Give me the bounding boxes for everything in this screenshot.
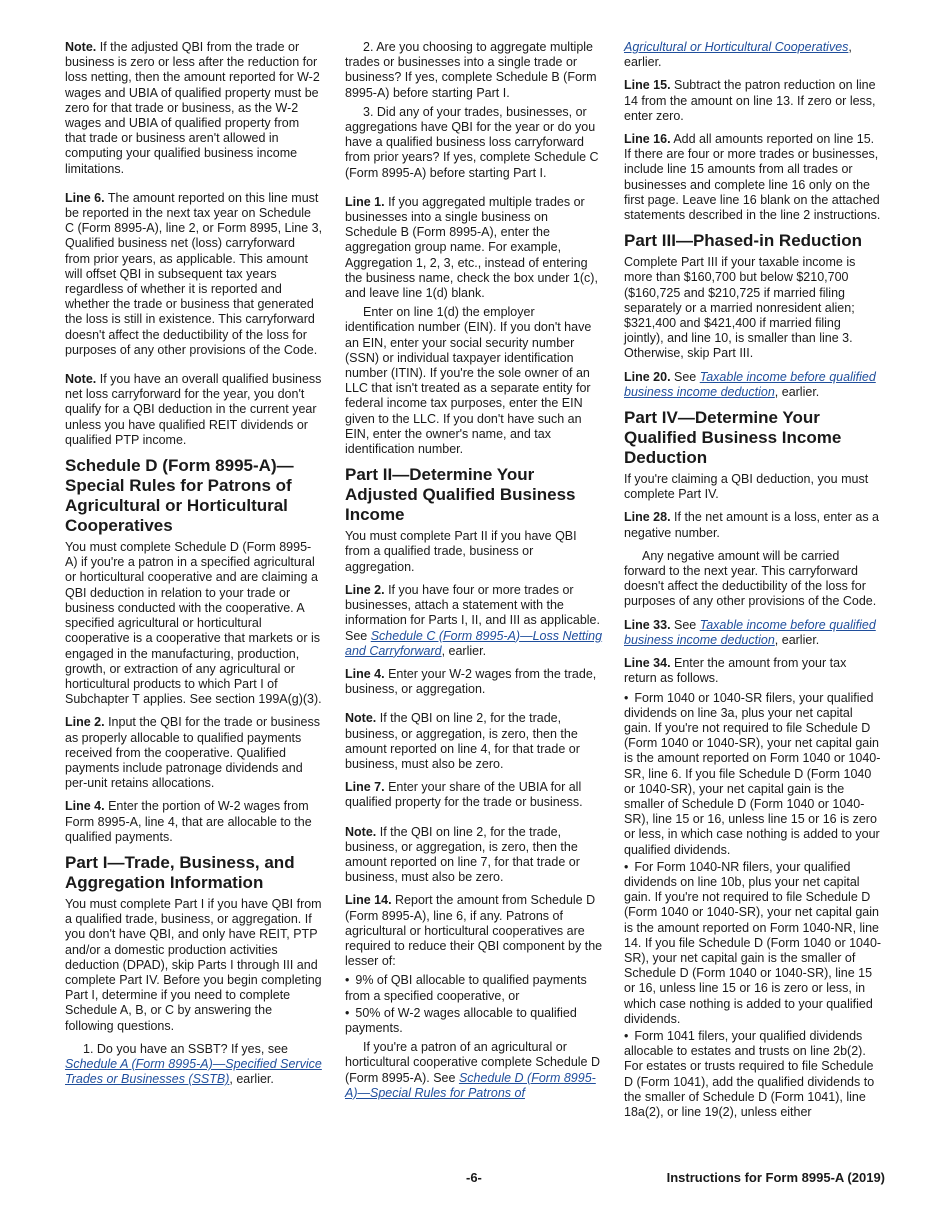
schedule-d-link[interactable]: Schedule D (Form 8995-A)—Special Rules for Patrons of — [345, 1070, 596, 1100]
part-3-text: Complete Part III if your taxable income is more than $160,700 but below $210,700 ($160,725 and $210,725 if married filing separately or a married nonresident alien; $321,400 and $421,400 if married filing jointly), and line 10, is smaller than line 3. Otherwise, skip Part III. — [624, 255, 856, 361]
ein-instructions: Enter on line 1(d) the employer identification number (EIN). If you don't have an EIN, enter your social security number (SSN) or individual taxpayer identification number (ITIN). If you're the sole owner of an LLC that isn't treated as a separate entity for federal income tax purposes, enter the EIN given to the LLC. If you don't have such an EIN, enter the owner's name, and tax identification number. — [345, 305, 592, 457]
part-2-text: You must complete Part II if you have QBI from a qualified trade, business or aggregation. — [345, 529, 577, 574]
note-net-loss-carryforward: Note. If you have an overall qualified business net loss carryforward for the year, you don't qualify for a QBI deduction in the current year unless you have qualified REIT dividends or qualified PTP income. — [65, 372, 322, 447]
form-title-footer: Instructions for Form 8995-A (2019) — [666, 1170, 885, 1185]
part-1-heading: Part I—Trade, Business, and Aggregation Information — [65, 852, 295, 892]
question-3: 3. Did any of your trades, businesses, or aggregations have QBI for the year or do you have a qualified business loss carryforward from prior years? If yes, complete Schedule C (Form 8995-A) before starting Part I. — [345, 104, 599, 180]
question-1: 1. Do you have an SSBT? If yes, see Schedule A (Form 8995-A)—Specified Service Trades or Businesses (SSTB), earlier. — [65, 1041, 322, 1087]
schedule-a-link[interactable]: Schedule A (Form 8995-A)—Specified Service Trades or Businesses (SSTB) — [65, 1056, 322, 1087]
column-2 — [345, 40, 603, 1109]
line-20-instructions: Line 20. See Taxable income before qualified business income deduction, earlier. — [624, 369, 876, 399]
part-2-line-7: Line 7. Enter your share of the UBIA for all qualified property for the trade or business. — [345, 780, 583, 810]
schedule-d-text: You must complete Schedule D (Form 8995-A) if you're a patron in a specified agricultural or horticultural cooperative and are claiming a QBI deduction in relation to your trade or business conducted with the cooperative. A specified agricultural or horticultural cooperative is a cooperative that markets or is engaged in the manufacturing, production, growth, or extraction of any agricultural or horticultural products to which Part I of Subchapter T applies. See section 199A(g)(3). — [65, 540, 322, 707]
line-16-instructions: Line 16. Add all amounts reported on line 15. If there are four or more trades or businesses, include line 15 amounts from all trades or businesses and complete line 16 only on the first page. Leave line 16 blank on the attached statements described in the line 2 instructions. — [624, 132, 881, 223]
sched-d-line-2: Line 2. Input the QBI for the trade or business as properly allocable to qualified payments received from the cooperative. Qualified payments include patronage dividends and per-unit retains allocations. — [65, 715, 320, 791]
column-1 — [65, 40, 323, 1091]
bullet-50-percent: • 50% of W-2 wages allocable to qualified payments. — [345, 1006, 603, 1036]
question-2: 2. Are you choosing to aggregate multiple trades or businesses into a single trade or business? If yes, complete Schedule B (Form 8995-A) before starting Part I. — [345, 40, 597, 100]
bullet-form-1040: • Form 1040 or 1040-SR filers, your qualified dividends on line 3a, plus your net capital gain. If you're not required to file Schedule D (Form 1040 or 1040-SR), your net capital gain is the amount reported on Form 1040 or 1040-SR, line 6. If you file Schedule D (Form 1040 or 1040-SR), your net capital gain is the smaller of Schedule D (Form 1040 or 1040-SR), line 15 or 16, unless line 15 or 16 is zero or less, in which case nothing is added to your qualified dividends. — [624, 691, 882, 858]
note-line-4-zero: Note. If the QBI on line 2, for the trade, business, or aggregation, is zero, then the amount reported on line 4, for that trade or business, must also be zero. — [345, 711, 580, 771]
part-2-heading: Part II—Determine Your Adjusted Qualified Business Income — [345, 465, 576, 525]
line-28-instructions: Line 28. If the net amount is a loss, enter as a negative number. — [624, 510, 879, 540]
page-number: -6- — [466, 1170, 482, 1185]
schedule-d-link-cont[interactable]: Agricultural or Horticultural Cooperatives — [624, 40, 849, 54]
part-2-line-4: Line 4. Enter your W-2 wages from the trade, business, or aggregation. — [345, 666, 597, 697]
sched-d-line-4: Line 4. Enter the portion of W-2 wages from Form 8995-A, line 4, that are allocable to the qualified payments. — [65, 799, 312, 844]
bullet-9-percent: • 9% of QBI allocable to qualified payments from a specified cooperative, or — [345, 973, 603, 1003]
note-line-7-zero: Note. If the QBI on line 2, for the trade, business, or aggregation, is zero, then the amount reported on line 7, for that trade or business, must also be zero. — [345, 824, 580, 885]
schedule-c-link[interactable]: Schedule C (Form 8995-A)—Loss Netting and Carryforward — [345, 628, 603, 658]
line-33-instructions: Line 33. See Taxable income before qualified business income deduction, earlier. — [624, 617, 876, 647]
bullet-form-1041: • Form 1041 filers, your qualified dividends allocable to estates and trusts on line 2b(2). For estates or trusts required to file Schedule D (Form 1041), add the qualified dividends to the smaller of Schedule D (Form 1041), line 18a(2), or line 19(2), unless either — [624, 1029, 882, 1120]
bullet-form-1040-nr: • For Form 1040-NR filers, your qualified dividends on line 10b, plus your net capital gain. If you're not required to file Schedule D (Form 1040 or 1040-SR), your net capital gain is the amount reported on Form 1040-NR, line 14. If you file Schedule D (Form 1040 or 1040-SR), your net capital gain is the smaller of Schedule D (Form 1040 or 1040-SR), line 15 or 16, unless line 15 or 16 is zero or less, in which case nothing is added to your qualified dividends. — [624, 860, 882, 1027]
note-loss-netting: Note. If the adjusted QBI from the trade or business is zero or less after the reduction for loss netting, then the amount reported for W-2 wages and UBIA of qualified property must be zero for that trade or business, as the W-2 wages and UBIA of qualified property from that trade or business aren't allowed in computing your qualified business income limitations. — [65, 40, 320, 176]
line-6-instructions: Line 6. The amount reported on this line must be reported in the next tax year on Schedule C (Form 8995-A), line 2, or Form 8995, Line 3, Qualified business net (loss) carryforward from prior years, as applicable. This amount will offset QBI in subsequent tax years regardless of whether it is reported and whether the trade or business that generated the loss is still in existence. This carryforward doesn't affect the deductibility of the loss for purposes of any other provisions of the Code. — [65, 190, 323, 357]
part-1-text: You must complete Part I if you have QBI from a qualified trade, business, or aggregation. If you don't have QBI, and only have REIT, PTP and/or a domestic production activities deduction (DPAD), skip Parts I through III and complete Part IV. Before you begin completing Part I, determine if you need to complete Schedule A, B, or C by answering the following questions. — [65, 896, 322, 1033]
line-1-instructions: Line 1. If you aggregated multiple trades or businesses into a single business on Schedule B (Form 8995-A), enter the aggregation group name. For example, Aggregation 1, 2, 3, etc., instead of entering the business name, check the box under 1(c), and leave line 1(d) blank. — [345, 194, 598, 301]
line-15-instructions: Line 15. Subtract the patron reduction on line 14 from the amount on line 13. If zero or less, enter zero. — [624, 78, 876, 123]
part-3-heading: Part III—Phased-in Reduction — [624, 231, 863, 251]
negative-amount-text: Any negative amount will be carried forward to the next year. This carryforward doesn't affect the deductibility of the loss for purposes of any other provisions of the Code. — [624, 548, 877, 609]
part-4-heading: Part IV—Determine Your Qualified Business Income Deduction — [624, 408, 842, 468]
part-4-text: If you're claiming a QBI deduction, you must complete Part IV. — [624, 472, 869, 502]
column-3 — [624, 40, 882, 1122]
line-34-instructions: Line 34. Enter the amount from your tax return as follows. — [624, 656, 847, 686]
taxable-income-link-1[interactable]: Taxable income before qualified business income deduction — [624, 369, 876, 399]
schedule-d-heading: Schedule D (Form 8995-A)—Special Rules for Patrons of Agricultural or Horticultural Cooperatives — [65, 456, 294, 536]
patron-instructions: If you're a patron of an agricultural or horticultural cooperative complete Schedule D (Form 8995-A). See Schedule D (Form 8995-A)—Special Rules for Patrons of — [345, 1040, 600, 1100]
schedule-d-link-continued: Agricultural or Horticultural Cooperatives, earlier. — [624, 40, 852, 70]
taxable-income-link-2[interactable]: Taxable income before qualified business income deduction — [624, 617, 876, 647]
part-2-line-14: Line 14. Report the amount from Schedule D (Form 8995-A), line 6, if any. Patrons of agricultural or horticultural cooperatives are required to reduce their QBI component by the lesser of: — [345, 893, 603, 969]
part-2-line-2: Line 2. If you have four or more trades or businesses, attach a statement with the information for Parts I, II, and III as applicable. See Schedule C (Form 8995-A)—Loss Netting and Carryforward, earlier. — [345, 582, 603, 658]
